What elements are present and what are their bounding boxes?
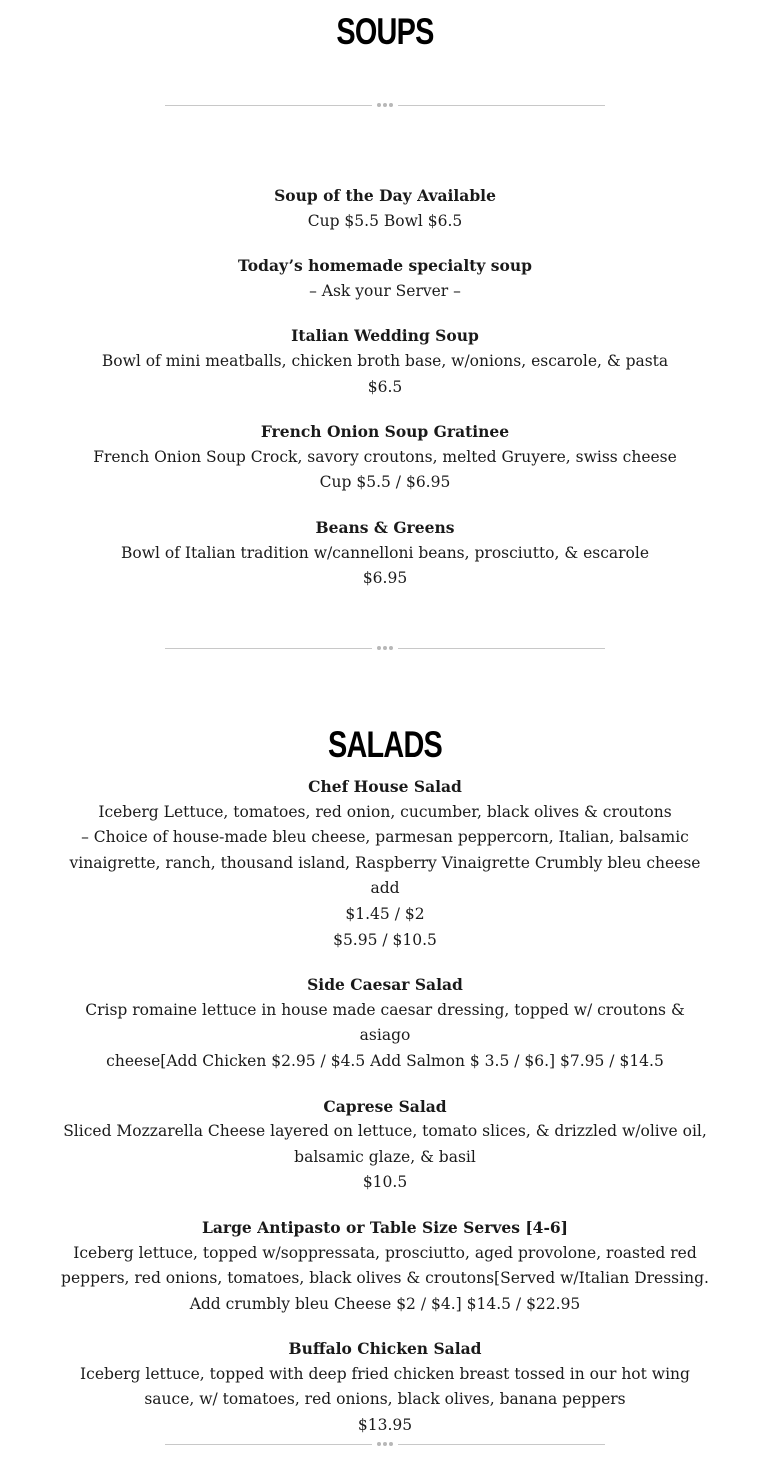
menu-item-detail: $13.95 (357, 1416, 413, 1435)
menu-item (60, 183, 710, 234)
menu-item-detail: – Choice of house-made bleu cheese, parmesan peppercorn, Italian, balsamic (81, 828, 689, 847)
menu-item-detail: French Onion Soup Crock, savory croutons, melted Gruyere, swiss cheese (93, 447, 677, 466)
menu-item-detail: sauce, w/ tomatoes, red onions, black olives, banana peppers (144, 1390, 626, 1409)
menu-item-detail: – Ask your Server – (309, 281, 461, 300)
menu-item-detail: Iceberg Lettuce, tomatoes, red onion, cucumber, black olives & croutons (98, 802, 672, 821)
menu-item-name: Chef House Salad (308, 777, 462, 796)
menu-item-detail: $6.5 (367, 377, 403, 396)
menu-item-detail: $5.95 / $10.5 (333, 930, 437, 949)
menu-item-detail: Iceberg lettuce, topped with deep fried chicken breast tossed in our hot wing (80, 1364, 690, 1383)
menu-item-detail: peppers, red onions, tomatoes, black olives & croutons[Served w/Italian Dressing. (61, 1269, 709, 1288)
menu-item-detail: Iceberg lettuce, topped w/soppressata, prosciutto, aged provolone, roasted red (73, 1243, 697, 1262)
menu-item (60, 774, 710, 953)
menu-item-detail: vinaigrette, ranch, thousand island, Raspberry Vinaigrette Crumbly bleu cheese add (69, 853, 701, 898)
menu-item (60, 1215, 710, 1317)
menu-item (60, 1336, 710, 1438)
menu-item-detail: $1.45 / $2 (345, 904, 425, 923)
menu-item-name: Large Antipasto or Table Size Serves [4-6] (201, 1217, 569, 1237)
menu-item-name: Soup of the Day Available (274, 186, 496, 205)
menu-item-detail: Add crumbly bleu Cheese $2 / $4.] $14.5 / $22.95 (189, 1294, 581, 1313)
menu-item-name: Caprese Salad (323, 1096, 447, 1116)
menu-item-detail: $6.95 (362, 569, 408, 588)
menu-item (60, 972, 710, 1074)
menu-item-detail: Sliced Mozzarella Cheese layered on lettuce, tomato slices, & drizzled w/olive oil, (63, 1122, 707, 1141)
menu-item (60, 1094, 710, 1196)
menu-item (60, 419, 710, 496)
menu-item-name: Beans & Greens (315, 517, 455, 537)
menu-item-detail: $10.5 (362, 1173, 408, 1192)
salads-list (60, 774, 710, 1458)
menu-item-name: Side Caesar Salad (307, 975, 463, 995)
menu-item (60, 253, 710, 304)
menu-item (60, 323, 710, 400)
menu-item-detail: Cup $5.5 Bowl $6.5 (307, 211, 463, 230)
section-divider (165, 1440, 605, 1450)
section-divider (165, 644, 605, 654)
menu-item-detail: cheese[Add Chicken $2.95 / $4.5 Add Salmon $ 3.5 / $6.] $7.95 / $14.5 (106, 1051, 664, 1070)
soups-heading: SOUPS (336, 11, 434, 52)
menu-item-name: Today’s homemade specialty soup (238, 256, 532, 276)
menu-item-detail: Bowl of mini meatballs, chicken broth base, w/onions, escarole, & pasta (101, 351, 669, 370)
soups-list (60, 183, 710, 611)
menu-item-detail: Crisp romaine lettuce in house made caesar dressing, topped w/ croutons & asiago (85, 1000, 685, 1045)
menu-item-name: Buffalo Chicken Salad (288, 1339, 482, 1359)
section-divider (165, 101, 605, 111)
menu-item-detail: balsamic glaze, & basil (294, 1147, 476, 1166)
menu-item-detail: Cup $5.5 / $6.95 (319, 473, 451, 492)
menu-item-name: French Onion Soup Gratinee (260, 422, 510, 442)
menu-item-name: Italian Wedding Soup (291, 326, 479, 346)
salads-heading: SALADS (328, 724, 442, 765)
menu-item (60, 515, 710, 592)
menu-item-detail: Bowl of Italian tradition w/cannelloni beans, prosciutto, & escarole (120, 543, 650, 562)
